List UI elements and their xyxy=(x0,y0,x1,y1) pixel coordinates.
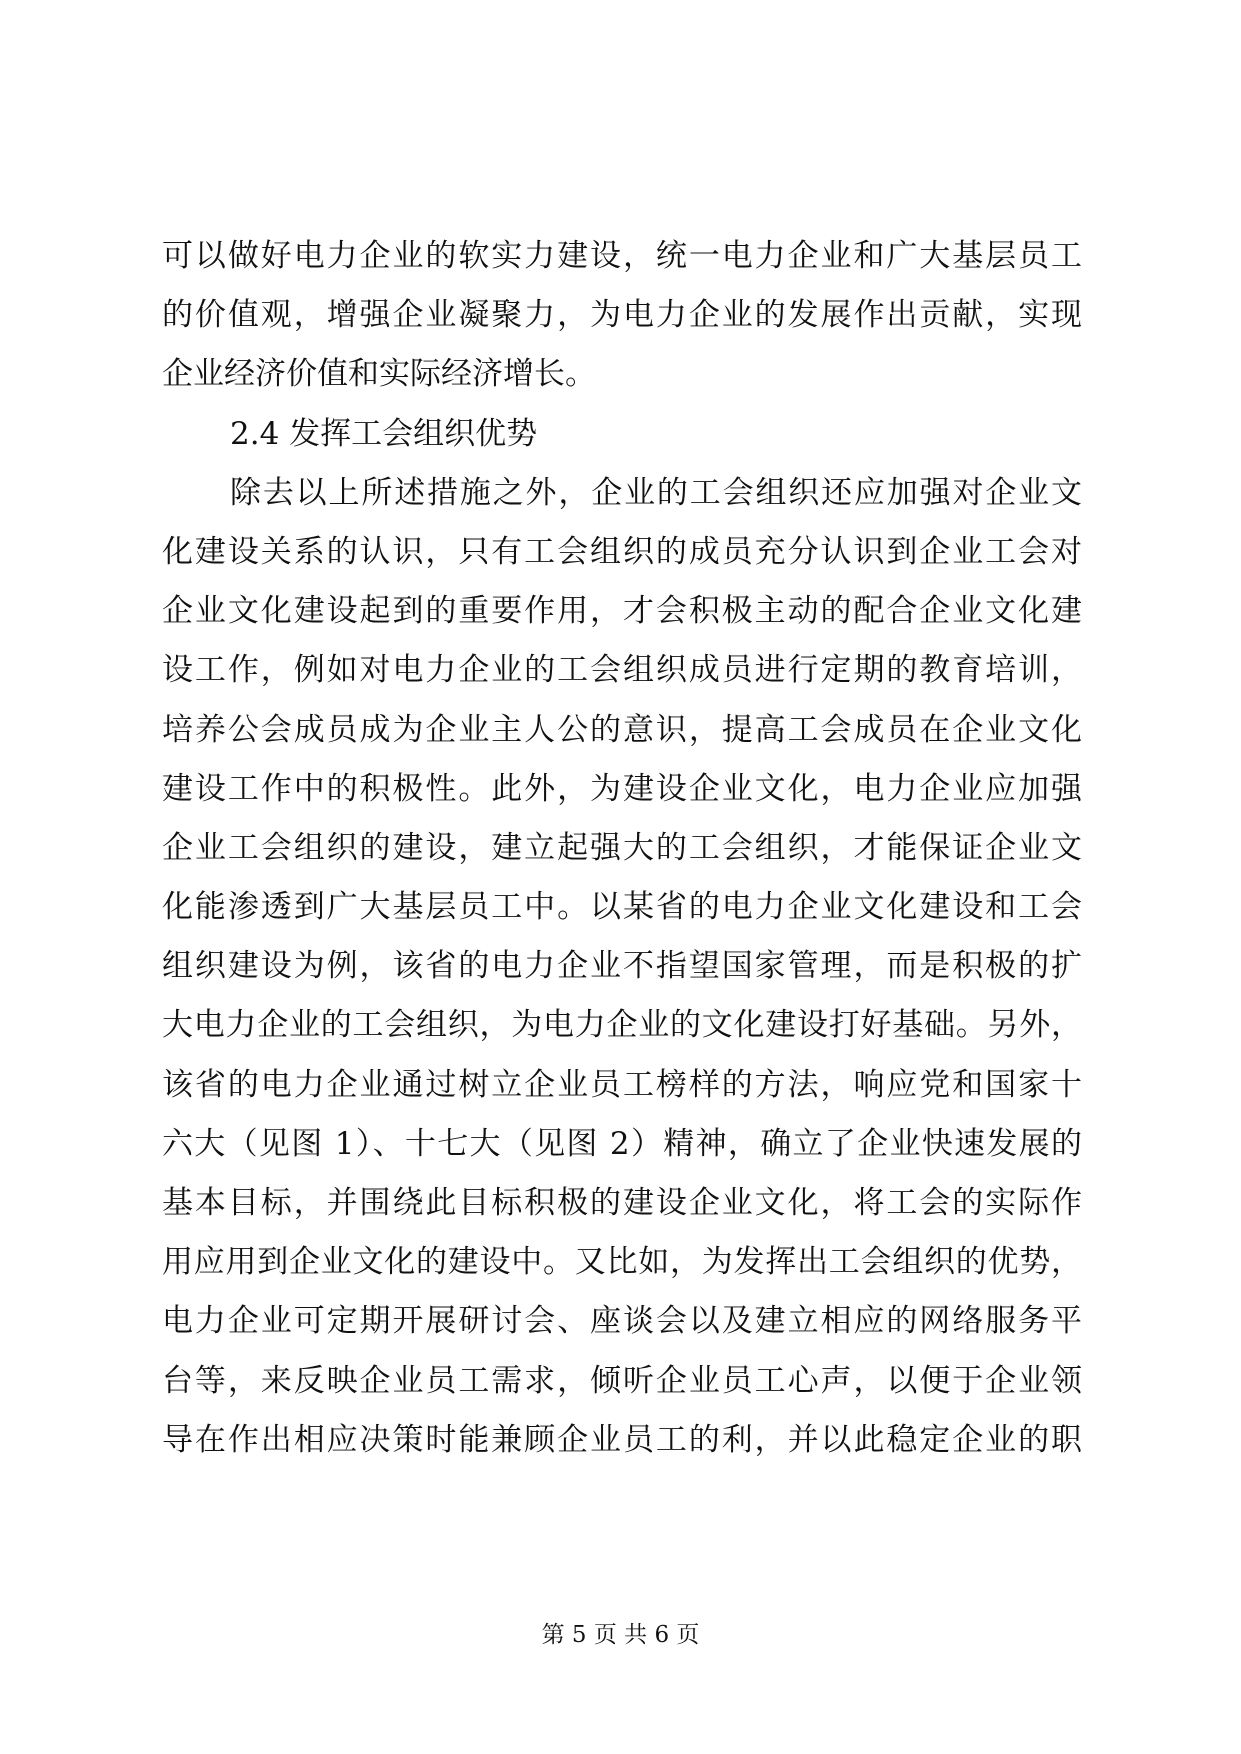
paragraph-line: 六大（见图 1）、十七大（见图 2）精神，确立了企业快速发展的 xyxy=(162,1125,1082,1162)
paragraph-line: 该省的电力企业通过树立企业员工榜样的方法，响应党和国家十 xyxy=(162,1066,1082,1103)
paragraph-line: 化能渗透到广大基层员工中。以某省的电力企业文化建设和工会 xyxy=(162,889,1082,926)
paragraph-line: 电力企业可定期开展研讨会、座谈会以及建立相应的网络服务平 xyxy=(162,1303,1082,1340)
paragraph-line: 的价值观，增强企业凝聚力，为电力企业的发展作出贡献，实现 xyxy=(162,297,1082,334)
paragraph-line: 化建设关系的认识，只有工会组织的成员充分认识到企业工会对 xyxy=(162,533,1082,570)
paragraph-line: 企业经济价值和实际经济增长。 xyxy=(162,356,596,393)
paragraph-line: 企业工会组织的建设，建立起强大的工会组织，才能保证企业文 xyxy=(162,829,1082,866)
paragraph-line: 企业文化建设起到的重要作用，才会积极主动的配合企业文化建 xyxy=(162,593,1082,630)
page-footer: 第 5 页 共 6 页 xyxy=(541,1622,700,1648)
paragraph-line: 培养公会成员成为企业主人公的意识，提高工会成员在企业文化 xyxy=(162,711,1082,748)
paragraph-line: 基本目标，并围绕此目标积极的建设企业文化，将工会的实际作 xyxy=(162,1185,1082,1221)
paragraph-line: 用应用到企业文化的建设中。又比如，为发挥出工会组织的优势， xyxy=(162,1244,1082,1281)
paragraph-line: 大电力企业的工会组织，为电力企业的文化建设打好基础。另外， xyxy=(162,1007,1082,1044)
body-text xyxy=(162,227,1082,1470)
paragraph-line: 导在作出相应决策时能兼顾企业员工的利，并以此稳定企业的职 xyxy=(162,1421,1082,1458)
paragraph-line: 建设工作中的积极性。此外，为建设企业文化，电力企业应加强 xyxy=(162,770,1082,807)
paragraph-line: 组织建设为例，该省的电力企业不指望国家管理，而是积极的扩 xyxy=(162,948,1082,985)
section-heading: 2.4 发挥工会组织优势 xyxy=(230,415,538,452)
paragraph-line: 除去以上所述措施之外，企业的工会组织还应加强对企业文 xyxy=(230,474,1082,511)
paragraph-line: 台等，来反映企业员工需求，倾听企业员工心声，以便于企业领 xyxy=(162,1362,1082,1399)
paragraph-line: 设工作，例如对电力企业的工会组织成员进行定期的教育培训， xyxy=(162,652,1082,689)
paragraph-line: 可以做好电力企业的软实力建设，统一电力企业和广大基层员工 xyxy=(162,238,1082,274)
